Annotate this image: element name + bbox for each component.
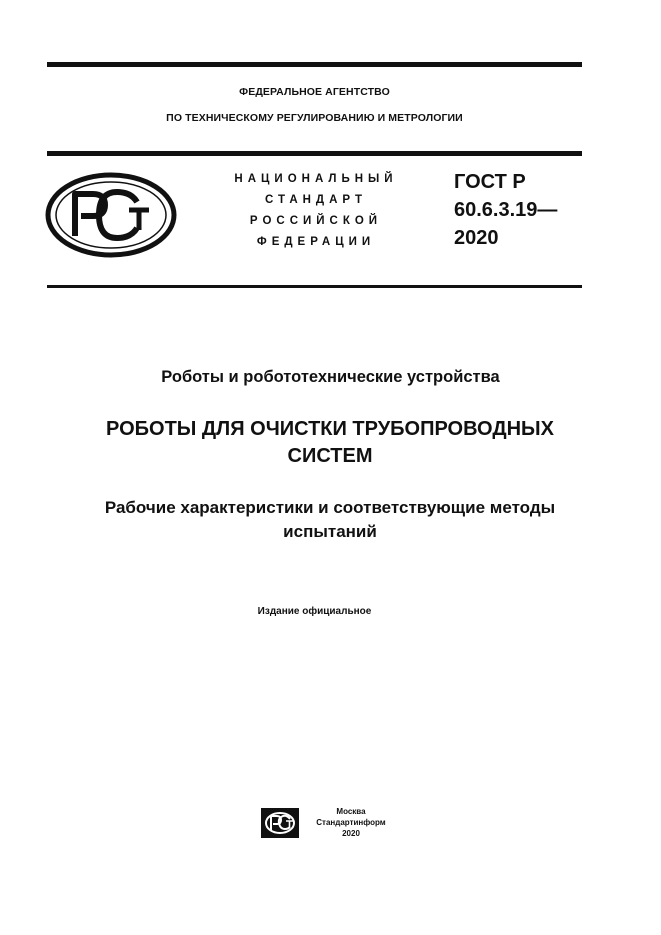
agency-line-2: ПО ТЕХНИЧЕСКОМУ РЕГУЛИРОВАНИЮ И МЕТРОЛОГИИ	[166, 112, 463, 124]
standartinform-logo-icon	[261, 808, 299, 838]
agency-line-1: ФЕДЕРАЛЬНОЕ АГЕНТСТВО	[239, 86, 390, 98]
national-line: НАЦИОНАЛЬНЫЙ	[234, 173, 398, 185]
designation-line: ГОСТ Р	[454, 171, 526, 193]
part-title-line: Рабочие характеристики и соответствующие методы	[104, 498, 556, 517]
designation-line: 60.6.3.19—	[454, 199, 558, 221]
imprint-publisher: Стандартинформ	[316, 818, 386, 827]
document-title	[30, 416, 630, 470]
title-line: СИСТЕМ	[287, 445, 373, 467]
national-standard-block	[218, 169, 414, 253]
standard-designation	[454, 168, 557, 252]
publisher-imprint	[306, 806, 396, 839]
imprint-year: 2020	[342, 829, 360, 838]
top-rule	[47, 62, 582, 67]
document-subtitle: Роботы и робототехнические устройства	[161, 368, 500, 386]
part-title-line: испытаний	[283, 522, 377, 541]
title-line: РОБОТЫ ДЛЯ ОЧИСТКИ ТРУБОПРОВОДНЫХ	[106, 418, 554, 440]
national-line: ФЕДЕРАЦИИ	[256, 236, 376, 248]
middle-rule	[47, 151, 582, 156]
rst-emblem-icon	[45, 172, 177, 258]
document-part-title	[30, 496, 630, 544]
designation-line: 2020	[454, 227, 499, 249]
imprint-city: Москва	[336, 807, 366, 816]
edition-label: Издание официальное	[257, 606, 372, 617]
bottom-rule	[47, 285, 582, 288]
national-line: РОССИЙСКОЙ	[249, 215, 383, 227]
national-line: СТАНДАРТ	[265, 194, 367, 206]
